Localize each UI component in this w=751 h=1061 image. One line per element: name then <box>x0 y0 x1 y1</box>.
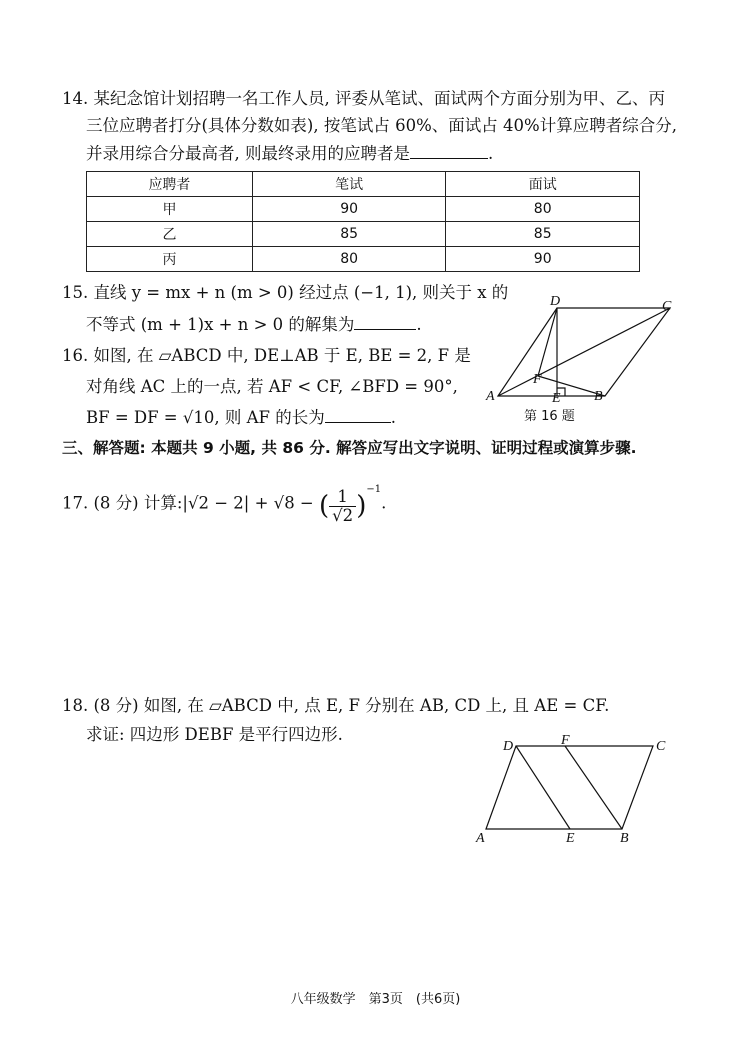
right-paren: ) <box>356 491 367 521</box>
q16-line3-end: . <box>390 408 396 427</box>
fraction-denominator: √2 <box>332 505 354 525</box>
table-cell: 乙 <box>87 222 253 247</box>
q15-answer-blank[interactable] <box>354 313 416 330</box>
label-f: F <box>561 733 570 748</box>
q18-figure <box>468 732 678 846</box>
q16-line3-text: BF = DF = √10, 则 AF 的长为 <box>86 408 325 427</box>
label-e: E <box>566 831 575 846</box>
table-cell: 80 <box>446 197 640 222</box>
diagonal-ac <box>498 308 670 396</box>
q14-line2: 三位应聘者打分(具体分数如表), 按笔试占 60%、面试占 40%计算应聘者综合分, <box>86 116 677 135</box>
q14-line3-end: . <box>488 144 494 163</box>
q16-line1: 16. 如图, 在 ▱ABCD 中, DE⊥AB 于 E, BE = 2, F 是 <box>62 346 471 365</box>
header-written: 笔试 <box>252 172 446 197</box>
exponent: −1 <box>366 484 382 495</box>
table-row <box>87 197 640 222</box>
label-c: C <box>662 299 672 314</box>
table-cell: 甲 <box>87 197 253 222</box>
q16-line3 <box>86 406 396 429</box>
label-d: D <box>550 294 561 309</box>
q15-line1: 15. 直线 y = mx + n (m > 0) 经过点 (−1, 1), 则关于 x 的 <box>62 283 509 302</box>
table-cell: 80 <box>252 247 446 272</box>
q16-figure <box>478 292 688 428</box>
q15-line2-text: 不等式 (m + 1)x + n > 0 的解集为 <box>86 315 355 334</box>
q17-end: . <box>381 493 387 513</box>
q17-expression: |√2 − 2| + √8 − <box>182 493 320 513</box>
q18-line2: 求证: 四边形 DEBF 是平行四边形. <box>86 725 343 744</box>
page-footer: 八年级数学 第3页 (共6页) <box>290 992 461 1007</box>
q17-prefix: 17. (8 分) 计算: <box>62 493 183 513</box>
segment-fb <box>565 746 622 829</box>
segment-de <box>516 746 570 829</box>
q15-line2 <box>86 313 422 336</box>
label-b: B <box>620 831 629 846</box>
fraction-numerator: 1 <box>329 488 356 507</box>
label-c: C <box>656 739 666 754</box>
q18-line1: 18. (8 分) 如图, 在 ▱ABCD 中, 点 E, F 分别在 AB, CD 上, 且 AE = CF. <box>62 696 610 715</box>
q14-line3 <box>86 142 493 165</box>
label-b: B <box>594 389 603 404</box>
header-applicant: 应聘者 <box>87 172 253 197</box>
q15-line2-end: . <box>416 315 422 334</box>
q17-fraction <box>319 482 381 526</box>
table-cell: 丙 <box>87 247 253 272</box>
q14-line3-text: 并录用综合分最高者, 则最终录用的应聘者是 <box>86 144 410 163</box>
header-interview: 面试 <box>446 172 640 197</box>
label-e: E <box>552 391 561 406</box>
q14-line1: 14. 某纪念馆计划招聘一名工作人员, 评委从笔试、面试两个方面分别为甲、乙、丙 <box>62 89 665 108</box>
label-a: A <box>486 389 495 404</box>
section-3-heading: 三、解答题: 本题共 9 小题, 共 86 分. 解答应写出文字说明、证明过程或演算步骤. <box>62 439 637 457</box>
table-row <box>87 247 640 272</box>
label-a: A <box>476 831 485 846</box>
segment-df <box>538 308 557 376</box>
label-f: F <box>533 372 542 387</box>
q16-line2: 对角线 AC 上的一点, 若 AF < CF, ∠BFD = 90°, <box>86 377 458 396</box>
table-cell: 90 <box>252 197 446 222</box>
q17-line <box>62 482 387 525</box>
figure-caption: 第 16 题 <box>524 409 575 424</box>
score-table-header-row <box>87 172 640 197</box>
label-d: D <box>503 739 514 754</box>
q16-answer-blank[interactable] <box>325 406 391 423</box>
parallelogram-abcd <box>486 746 653 829</box>
table-cell: 85 <box>252 222 446 247</box>
table-cell: 90 <box>446 247 640 272</box>
q14-answer-blank[interactable] <box>410 142 488 159</box>
table-row <box>87 222 640 247</box>
score-table <box>86 171 640 272</box>
table-cell: 85 <box>446 222 640 247</box>
left-paren: ( <box>319 491 330 521</box>
